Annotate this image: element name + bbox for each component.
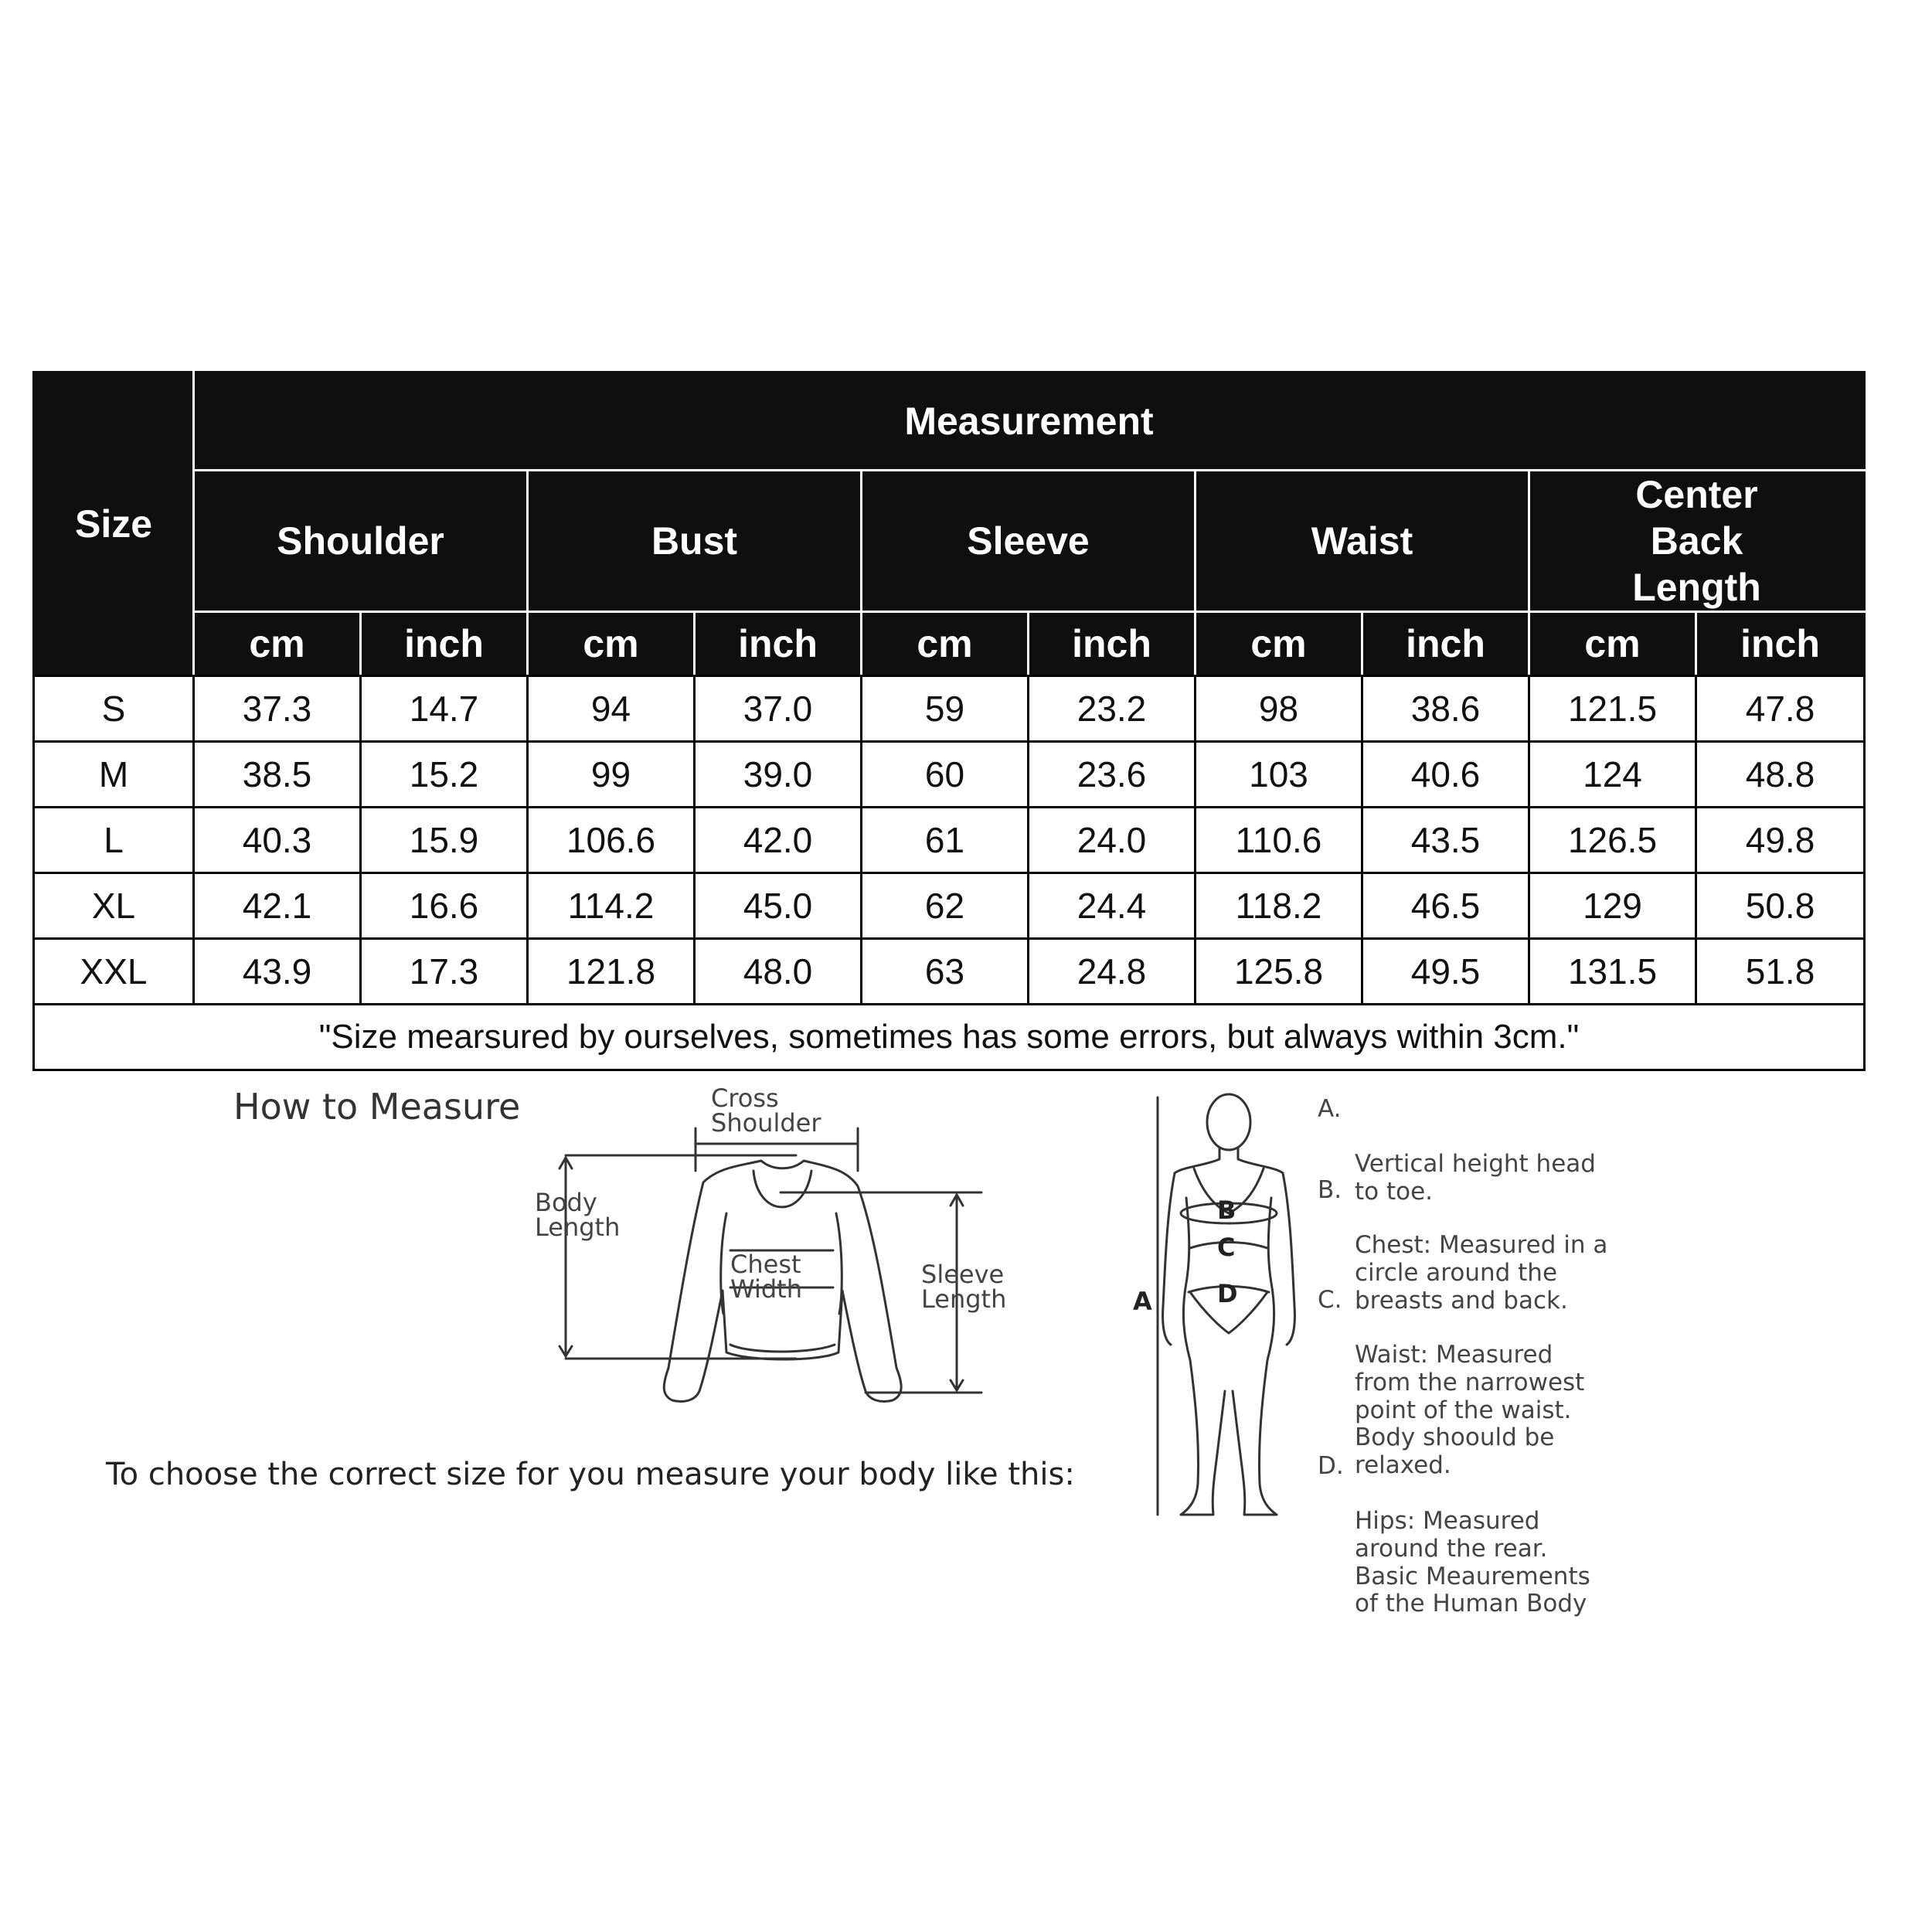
table-row	[34, 873, 1865, 939]
group-header-shoulder: Shoulder	[194, 471, 528, 612]
value-cell: 42.1	[194, 873, 361, 939]
note-text: Waist: Measured from the narrowest point of the waist. Body shoould be relaxed.	[1355, 1341, 1585, 1479]
table-row	[34, 742, 1865, 808]
value-cell: 110.6	[1196, 808, 1362, 873]
group-header-sleeve: Sleeve	[862, 471, 1196, 612]
value-cell: 99	[528, 742, 695, 808]
size-cell: M	[34, 742, 194, 808]
unit-header: cm	[528, 612, 695, 676]
value-cell: 49.8	[1696, 808, 1865, 873]
value-cell: 131.5	[1529, 939, 1696, 1005]
note-text: Chest: Measured in a circle around the breasts and back.	[1355, 1231, 1608, 1315]
value-cell: 37.3	[194, 676, 361, 742]
value-cell: 60	[862, 742, 1029, 808]
table-row	[34, 676, 1865, 742]
value-cell: 63	[862, 939, 1029, 1005]
measurement-header: Measurement	[194, 372, 1865, 471]
note-d	[1318, 1453, 1590, 1645]
center-back-length-label: Center Back Length	[1632, 473, 1761, 609]
value-cell: 45.0	[695, 873, 862, 939]
value-cell: 48.0	[695, 939, 862, 1005]
value-cell: 42.0	[695, 808, 862, 873]
group-header-waist: Waist	[1196, 471, 1529, 612]
value-cell: 59	[862, 676, 1029, 742]
how-to-measure-title: How to Measure	[233, 1086, 521, 1128]
instruction-text: To choose the correct size for you measure your body like this:	[106, 1457, 1075, 1492]
body-letter-c: C	[1217, 1233, 1236, 1262]
group-header-bust: Bust	[528, 471, 862, 612]
value-cell: 37.0	[695, 676, 862, 742]
value-cell: 61	[862, 808, 1029, 873]
value-cell: 24.8	[1029, 939, 1196, 1005]
note-letter: C.	[1318, 1286, 1342, 1314]
value-cell: 24.4	[1029, 873, 1196, 939]
value-cell: 40.6	[1362, 742, 1529, 808]
note-letter: D.	[1318, 1452, 1344, 1480]
cross-shoulder-label: Cross Shoulder	[711, 1083, 821, 1138]
value-cell: 121.5	[1529, 676, 1696, 742]
value-cell: 114.2	[528, 873, 695, 939]
unit-header: cm	[862, 612, 1029, 676]
note-text: Vertical height head to toe.	[1355, 1150, 1596, 1206]
size-header: Size	[34, 372, 194, 676]
value-cell: 43.9	[194, 939, 361, 1005]
unit-header: inch	[1362, 612, 1529, 676]
value-cell: 62	[862, 873, 1029, 939]
value-cell: 106.6	[528, 808, 695, 873]
value-cell: 98	[1196, 676, 1362, 742]
value-cell: 51.8	[1696, 939, 1865, 1005]
value-cell: 125.8	[1196, 939, 1362, 1005]
body-letter-b: B	[1217, 1196, 1236, 1225]
table-row	[34, 808, 1865, 873]
value-cell: 121.8	[528, 939, 695, 1005]
value-cell: 15.2	[361, 742, 528, 808]
unit-header: inch	[361, 612, 528, 676]
value-cell: 14.7	[361, 676, 528, 742]
value-cell: 43.5	[1362, 808, 1529, 873]
value-cell: 38.5	[194, 742, 361, 808]
unit-header: cm	[194, 612, 361, 676]
unit-header: cm	[1529, 612, 1696, 676]
size-cell: XXL	[34, 939, 194, 1005]
value-cell: 48.8	[1696, 742, 1865, 808]
size-cell: S	[34, 676, 194, 742]
size-chart-table	[32, 371, 1866, 1071]
chest-width-label: Chest Width	[730, 1250, 802, 1304]
unit-header: cm	[1196, 612, 1362, 676]
value-cell: 38.6	[1362, 676, 1529, 742]
value-cell: 126.5	[1529, 808, 1696, 873]
value-cell: 118.2	[1196, 873, 1362, 939]
value-cell: 49.5	[1362, 939, 1529, 1005]
body-letter-a: A	[1133, 1287, 1152, 1316]
value-cell: 103	[1196, 742, 1362, 808]
size-cell: XL	[34, 873, 194, 939]
unit-header: inch	[1029, 612, 1196, 676]
value-cell: 15.9	[361, 808, 528, 873]
size-cell: L	[34, 808, 194, 873]
value-cell: 50.8	[1696, 873, 1865, 939]
table-row	[34, 939, 1865, 1005]
value-cell: 124	[1529, 742, 1696, 808]
value-cell: 39.0	[695, 742, 862, 808]
value-cell: 94	[528, 676, 695, 742]
value-cell: 16.6	[361, 873, 528, 939]
unit-header: inch	[1696, 612, 1865, 676]
sleeve-length-label: Sleeve Length	[921, 1260, 1007, 1314]
body-length-label: Body Length	[535, 1188, 621, 1242]
value-cell: 46.5	[1362, 873, 1529, 939]
group-header-center-back-length	[1529, 471, 1865, 612]
body-letter-d: D	[1217, 1279, 1238, 1308]
note-letter: A.	[1318, 1095, 1342, 1123]
value-cell: 47.8	[1696, 676, 1865, 742]
unit-header: inch	[695, 612, 862, 676]
table-note: "Size mearsured by ourselves, sometimes has some errors, but always within 3cm."	[34, 1005, 1865, 1070]
note-letter: B.	[1318, 1176, 1342, 1204]
value-cell: 129	[1529, 873, 1696, 939]
value-cell: 23.2	[1029, 676, 1196, 742]
value-cell: 23.6	[1029, 742, 1196, 808]
note-text: Hips: Measured around the rear. Basic Meaurements of the Human Body	[1355, 1507, 1590, 1618]
value-cell: 24.0	[1029, 808, 1196, 873]
value-cell: 17.3	[361, 939, 528, 1005]
value-cell: 40.3	[194, 808, 361, 873]
